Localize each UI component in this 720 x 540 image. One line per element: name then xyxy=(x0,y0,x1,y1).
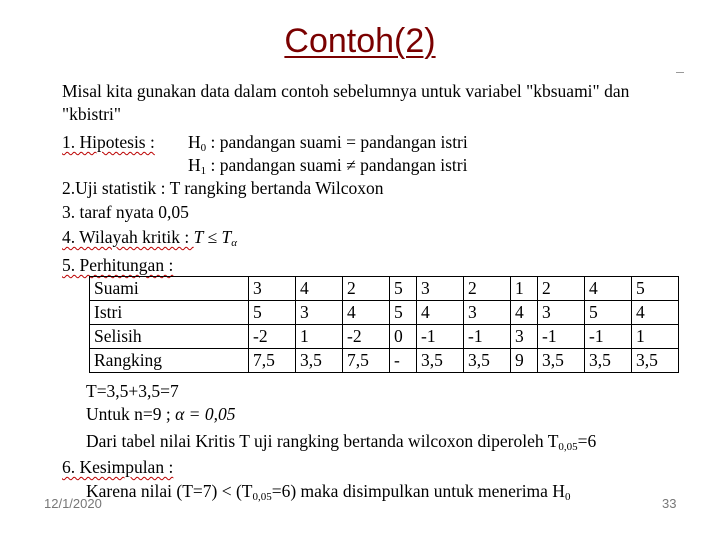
corner-mark xyxy=(676,72,684,73)
table-cell: 5 xyxy=(632,277,679,301)
row-header-cell: Selisih xyxy=(90,325,249,349)
table-cell: 2 xyxy=(343,277,390,301)
step1-label: 1. Hipotesis : xyxy=(62,132,155,152)
table-cell: 1 xyxy=(632,325,679,349)
footer-page-number: 33 xyxy=(662,496,677,511)
table-cell: 3 xyxy=(249,277,296,301)
step5-label: 5. Perhitungan : xyxy=(62,255,174,275)
table-cell: 4 xyxy=(585,277,632,301)
table-cell: 3 xyxy=(417,277,464,301)
table-cell: 3,5 xyxy=(464,349,511,373)
table-cell: 7,5 xyxy=(249,349,296,373)
table-cell: 4 xyxy=(417,301,464,325)
table-cell: -1 xyxy=(417,325,464,349)
hypothesis-h1: $H_1$ : pandangan suami ≠ pandangan istri xyxy=(188,155,468,177)
n-alpha-line: Untuk n=9 ; α = 0,05 xyxy=(86,404,236,424)
row-header-cell: Istri xyxy=(90,301,249,325)
calculation-table xyxy=(89,276,679,373)
table-cell: 2 xyxy=(464,277,511,301)
step6-label: 6. Kesimpulan : xyxy=(62,457,174,477)
table-cell: 7,5 xyxy=(343,349,390,373)
table-cell: -2 xyxy=(343,325,390,349)
table-cell: 5 xyxy=(249,301,296,325)
intro-line-2: "kbistri" xyxy=(62,104,122,124)
table-row xyxy=(90,325,679,349)
row-header-cell: Rangking xyxy=(90,349,249,373)
table-row xyxy=(90,301,679,325)
slide-title: Contoh(2) xyxy=(284,22,436,60)
table-cell: 5 xyxy=(390,301,417,325)
table-cell: 3,5 xyxy=(538,349,585,373)
table-cell: 0 xyxy=(390,325,417,349)
table-cell: 4 xyxy=(343,301,390,325)
table-cell: -1 xyxy=(585,325,632,349)
table-cell: 3,5 xyxy=(632,349,679,373)
table-cell: 4 xyxy=(511,301,538,325)
table-row xyxy=(90,349,679,373)
table-cell: 4 xyxy=(632,301,679,325)
step3: 3. taraf nyata 0,05 xyxy=(62,202,189,222)
step2: 2.Uji statistik : T rangking bertanda Wilcoxon xyxy=(62,178,384,198)
intro-line-1: Misal kita gunakan data dalam contoh sebelumnya untuk variabel "kbsuami" dan xyxy=(62,81,630,101)
table-cell: 3 xyxy=(464,301,511,325)
row-header-cell: Suami xyxy=(90,277,249,301)
table-cell: 9 xyxy=(511,349,538,373)
table-cell: 3 xyxy=(538,301,585,325)
table-cell: -1 xyxy=(538,325,585,349)
table-cell: -2 xyxy=(249,325,296,349)
table-cell: 5 xyxy=(585,301,632,325)
table-cell: 1 xyxy=(511,277,538,301)
table-row xyxy=(90,277,679,301)
table-cell: 3,5 xyxy=(417,349,464,373)
hypothesis-h0: $H_0$ : pandangan suami = pandangan istri xyxy=(188,132,468,154)
conclusion-line: Karena nilai $(T=7) < (T_{0,05}=6)$ maka disimpulkan untuk menerima $H_0$ xyxy=(86,481,571,503)
table-cell: 3,5 xyxy=(585,349,632,373)
table-cell: 4 xyxy=(296,277,343,301)
footer-date: 12/1/2020 xyxy=(44,496,102,511)
table-cell: 2 xyxy=(538,277,585,301)
critical-value-line: Dari tabel nilai Kritis T uji rangking bertanda wilcoxon diperoleh $T_{0,05}=6$ xyxy=(86,431,597,453)
table-cell: 3 xyxy=(511,325,538,349)
step4: 4. Wilayah kritik : $T \le T_\alpha$ xyxy=(62,227,237,249)
table-cell: -1 xyxy=(464,325,511,349)
table-cell: 3 xyxy=(296,301,343,325)
table-cell: 3,5 xyxy=(296,349,343,373)
table-cell: 5 xyxy=(390,277,417,301)
table-cell: - xyxy=(390,349,417,373)
t-result: T=3,5+3,5=7 xyxy=(86,381,179,401)
table-cell: 1 xyxy=(296,325,343,349)
